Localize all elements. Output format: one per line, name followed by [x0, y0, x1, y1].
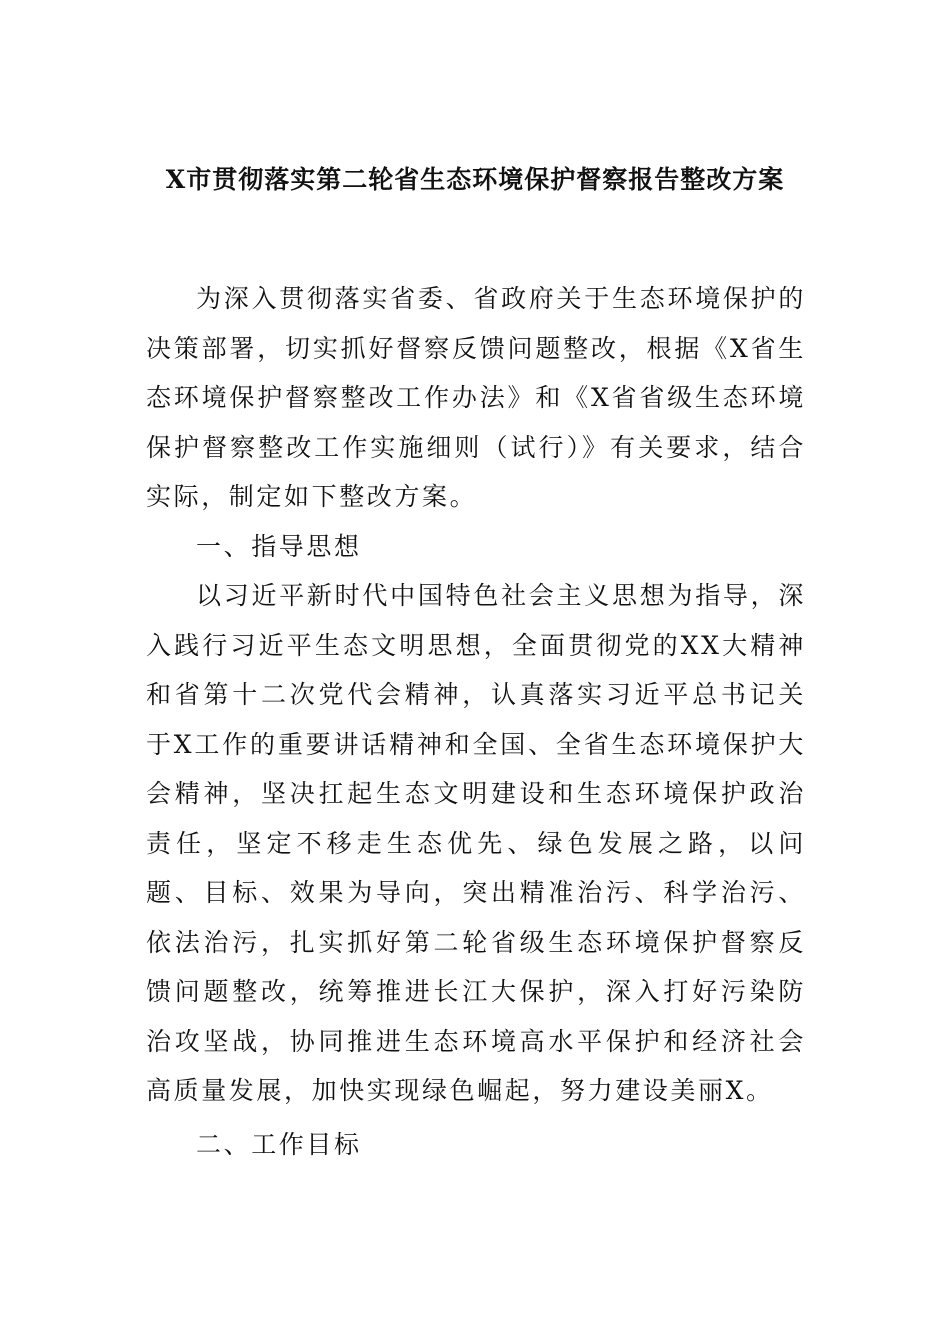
section-heading-guiding-ideology: 一、指导思想 [196, 531, 362, 561]
intro-paragraph: 为深入贯彻落实省委、省政府关于生态环境保护的决策部署，切实抓好督察反馈问题整改，根据《X省生态环境保护督察整改工作办法》和《X省省级生态环境保护督察整改工作实施细则（试行）》有关要求，结合实际，制定如下整改方案。 [146, 284, 806, 511]
guiding-ideology-paragraph: 以习近平新时代中国特色社会主义思想为指导，深入践行习近平生态文明思想，全面贯彻党的XX大精神和省第十二次党代会精神，认真落实习近平总书记关于X工作的重要讲话精神和全国、全省生态环境保护大会精神，坚决扛起生态文明建设和生态环境保护政治责任，坚定不移走生态优先、绿色发展之路，以问题、目标、效果为导向，突出精准治污、科学治污、依法治污，扎实抓好第二轮省级生态环境保护督察反馈问题整改，统筹推进长江大保护，深入打好污染防治攻坚战，协同推进生态环境高水平保护和经济社会高质量发展，加快实现绿色崛起，努力建设美丽X。 [146, 581, 806, 1105]
document-body [146, 274, 806, 1169]
document-title: X市贯彻落实第二轮省生态环境保护督察报告整改方案 [165, 165, 785, 194]
section-heading-work-goals: 二、工作目标 [196, 1129, 362, 1159]
